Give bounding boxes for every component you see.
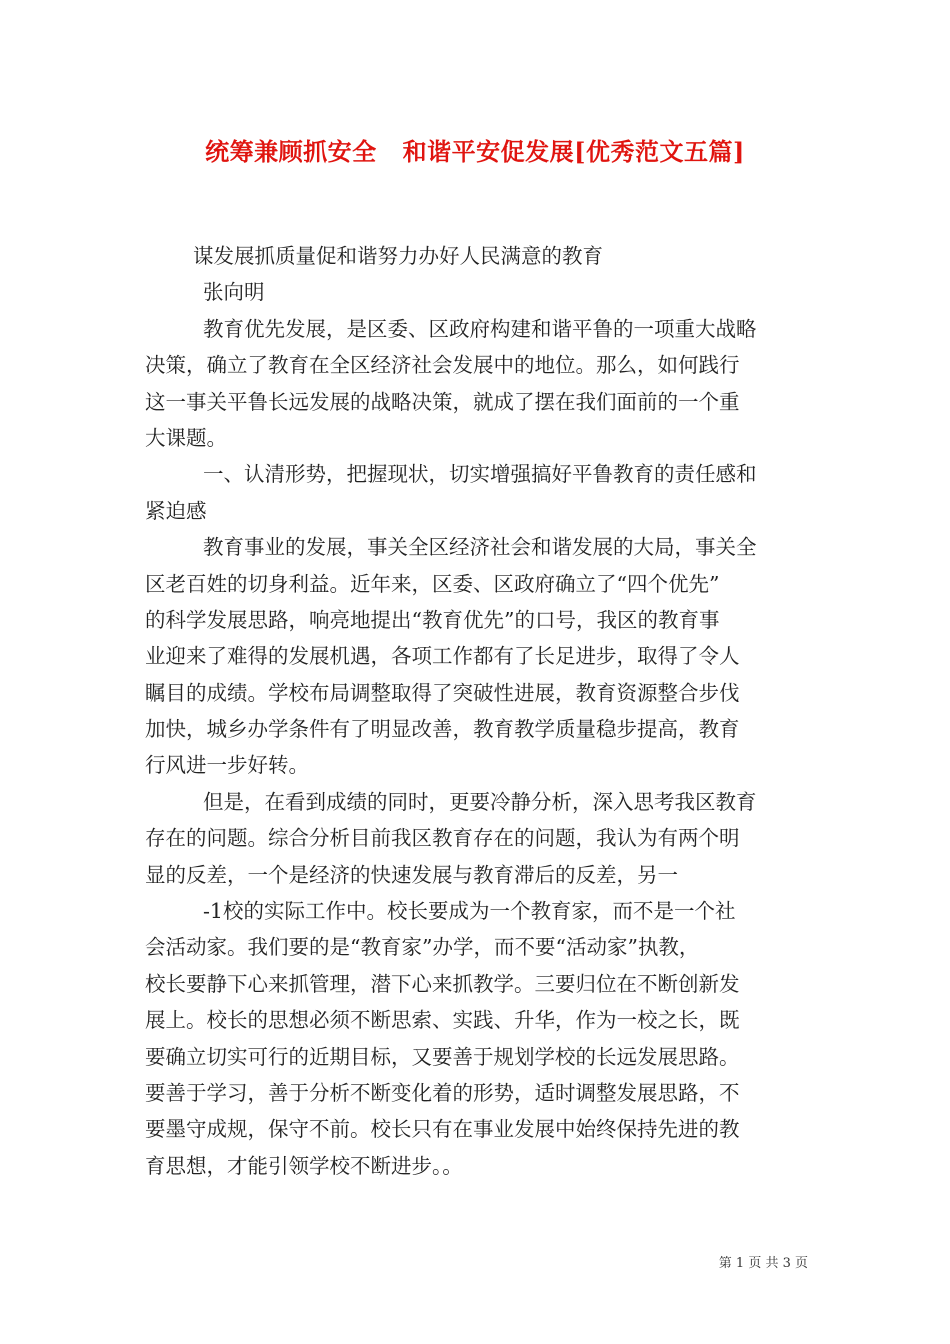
paragraph-line: 这一事关平鲁长远发展的战略决策，就成了摆在我们面前的一个重 (145, 389, 740, 414)
page-indicator: 第 1 页 共 3 页 (718, 1256, 808, 1271)
paragraph-line: 要确立切实可行的近期目标，又要善于规划学校的长远发展思路。 (145, 1044, 740, 1069)
document-body (145, 238, 809, 1184)
paragraph-line: 显的反差，一个是经济的快速发展与教育滞后的反差，另一 (145, 862, 678, 887)
paragraph-line: 的科学发展思路，响亮地提出“教育优先”的口号，我区的教育事 (145, 607, 720, 632)
paragraph-line: 大课题。 (145, 425, 227, 450)
paragraph-line: 但是，在看到成绩的同时，更要冷静分析，深入思考我区教育 (203, 789, 757, 814)
paragraph-line: 加快，城乡办学条件有了明显改善，教育教学质量稳步提高，教育 (145, 717, 740, 742)
paragraph-line: 育思想，才能引领学校不断进步。。 (145, 1153, 463, 1178)
paragraph-line: 教育优先发展，是区委、区政府构建和谐平鲁的一项重大战略 (203, 316, 757, 341)
paragraph-line: 会活动家。我们要的是“教育家”办学，而不要“活动家”执教， (145, 935, 700, 960)
paragraph-line: 区老百姓的切身利益。近年来，区委、区政府确立了“四个优先” (145, 571, 720, 596)
paragraph-line: 决策，确立了教育在全区经济社会发展中的地位。那么，如何践行 (145, 353, 740, 378)
title-part-1: 统筹兼顾抓安全 (205, 137, 377, 166)
paragraph-line: 瞩目的成绩。学校布局调整取得了突破性进展，教育资源整合步伐 (145, 680, 740, 705)
section-heading-line: 一、认清形势，把握现状，切实增强搞好平鲁教育的责任感和 (203, 462, 757, 487)
paragraph-line: 校长要静下心来抓管理，潜下心来抓教学。三要归位在不断创新发 (145, 971, 740, 996)
document-author: 张向明 (203, 280, 265, 305)
title-part-2: 和谐平安促发展[优秀范文五篇] (402, 137, 745, 166)
paragraph-line: -1校的实际工作中。校长要成为一个教育家，而不是一个社 (203, 899, 736, 924)
document-title (0, 132, 950, 167)
section-heading-line: 紧迫感 (145, 498, 207, 523)
paragraph-line: 教育事业的发展，事关全区经济社会和谐发展的大局，事关全 (203, 535, 757, 560)
paragraph-line: 行风进一步好转。 (145, 753, 309, 778)
paragraph-line: 要墨守成规，保守不前。校长只有在事业发展中始终保持先进的教 (145, 1117, 740, 1142)
paragraph-line: 业迎来了难得的发展机遇，各项工作都有了长足进步，取得了令人 (145, 644, 740, 669)
paragraph-line: 展上。校长的思想必须不断思索、实践、升华，作为一校之长，既 (145, 1008, 740, 1033)
paragraph-line: 要善于学习，善于分析不断变化着的形势，适时调整发展思路，不 (145, 1080, 740, 1105)
document-subtitle: 谋发展抓质量促和谐努力办好人民满意的教育 (193, 244, 603, 268)
paragraph-line: 存在的问题。综合分析目前我区教育存在的问题，我认为有两个明 (145, 826, 740, 851)
